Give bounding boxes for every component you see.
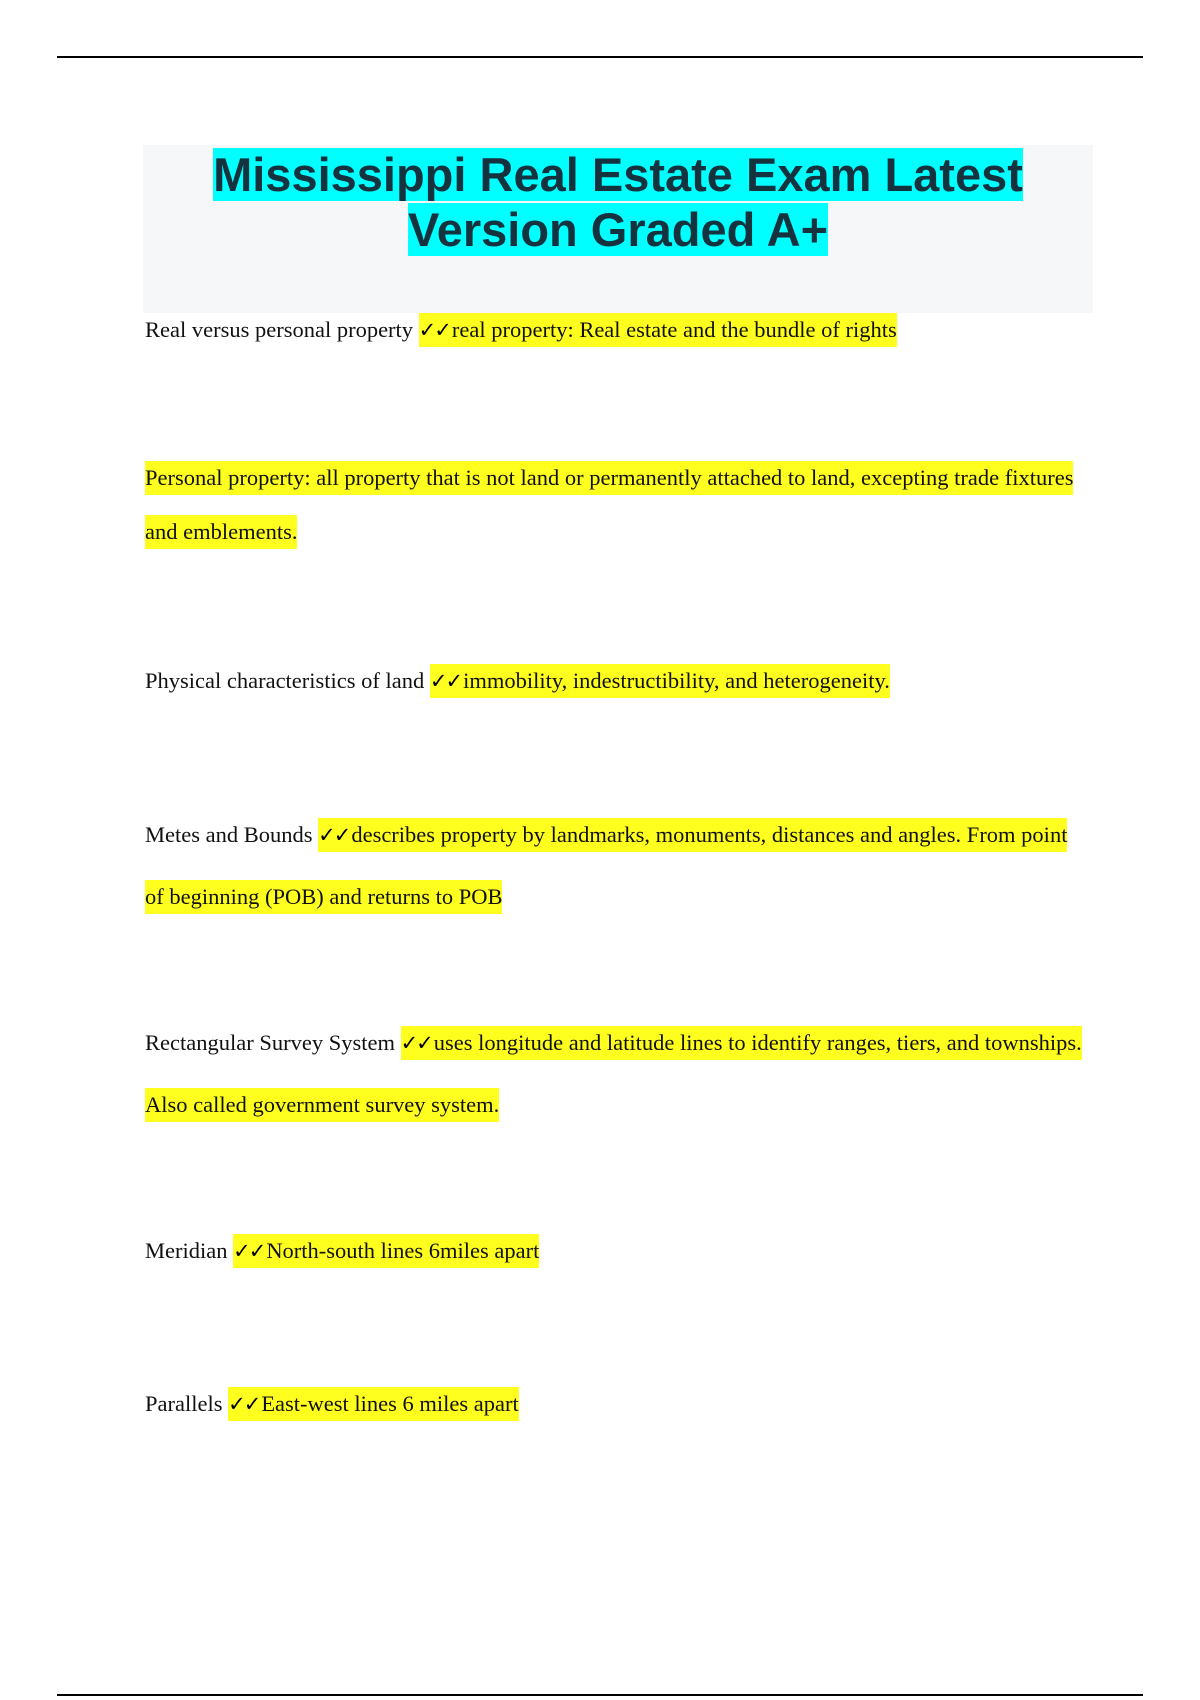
double-check-icon: ✓✓ (233, 1239, 265, 1263)
entry-metes-and-bounds (145, 804, 1090, 927)
entry-answer: North-south lines 6miles apart (266, 1238, 540, 1263)
entry-personal-property (145, 451, 1090, 559)
entry-answer-highlight (145, 461, 1073, 549)
entry-real-vs-personal (145, 302, 1090, 358)
double-check-icon: ✓✓ (429, 669, 462, 693)
entry-answer: describes property by landmarks, monuments, distances and angles. From point of beginning (POB) and returns to POB (145, 822, 1068, 909)
header-rule (57, 56, 1143, 58)
double-check-icon: ✓✓ (228, 1392, 260, 1416)
entry-answer: real property: Real estate and the bundle of rights (451, 317, 897, 342)
entry-term: Physical characteristics of land (145, 668, 425, 693)
entry-meridian (145, 1223, 1090, 1279)
double-check-icon: ✓✓ (418, 318, 450, 342)
entry-term: Parallels (145, 1391, 223, 1416)
page-title-text: Mississippi Real Estate Exam Latest Version Graded A+ (213, 148, 1023, 256)
entry-answer: immobility, indestructibility, and heterogeneity. (463, 668, 890, 693)
entry-answer-highlight (419, 313, 897, 347)
entry-term: Rectangular Survey System (145, 1030, 395, 1055)
entry-term: Metes and Bounds (145, 822, 313, 847)
footer-rule (57, 1694, 1143, 1696)
entry-rectangular-survey (145, 1012, 1090, 1135)
entry-physical-characteristics (145, 653, 1090, 709)
entry-answer: uses longitude and latitude lines to identify ranges, tiers, and townships. Also called government survey system. (145, 1030, 1082, 1117)
entry-term: Real versus personal property (145, 317, 414, 342)
entry-answer-highlight (233, 1234, 539, 1268)
entry-answer-highlight (430, 664, 890, 698)
double-check-icon: ✓✓ (400, 1031, 432, 1055)
entry-term: Meridian (145, 1238, 228, 1263)
entry-answer: East-west lines 6 miles apart (261, 1391, 519, 1416)
page-title (143, 145, 1093, 257)
double-check-icon: ✓✓ (318, 823, 350, 847)
entry-parallels (145, 1376, 1090, 1432)
entry-answer-highlight (228, 1387, 519, 1421)
title-banner (143, 145, 1093, 313)
entry-answer: Personal property: all property that is not land or permanently attached to land, excepting trade fixtures and emblements. (145, 465, 1074, 544)
